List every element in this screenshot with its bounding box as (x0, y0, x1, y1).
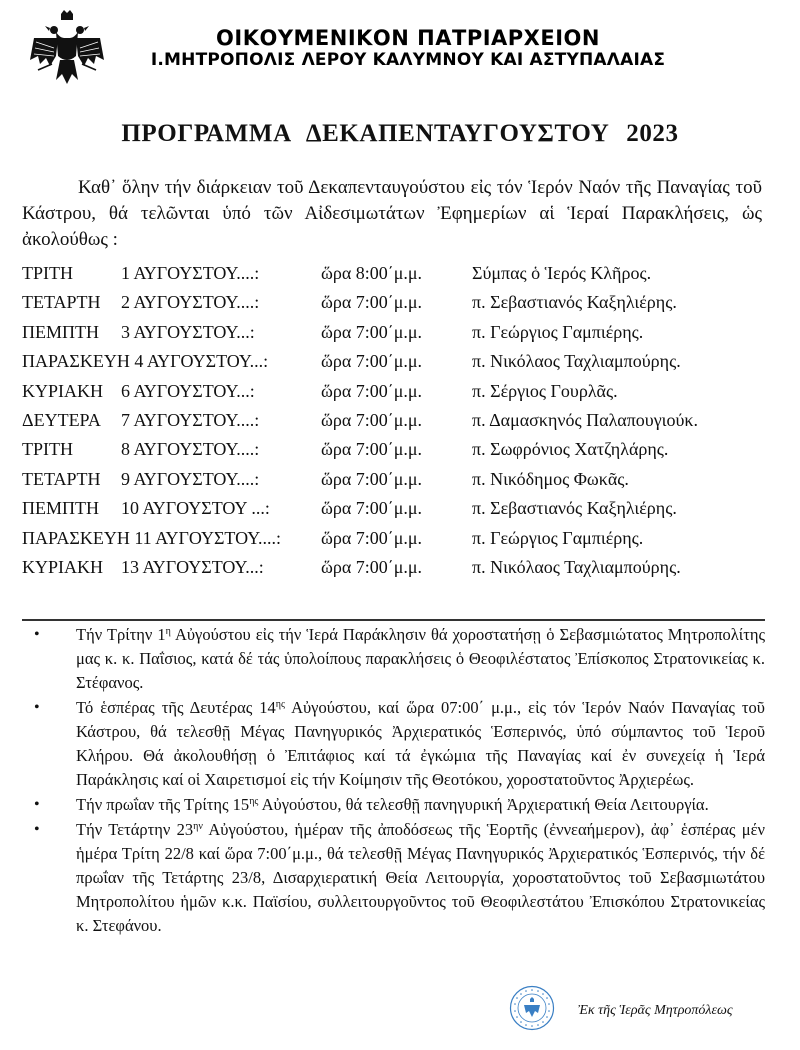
signature-text: Ἐκ τῆς Ἱερᾶς Μητροπόλεως (578, 1003, 733, 1018)
schedule-time: ὥρα 7:00΄μ.μ. (321, 321, 423, 342)
note-text: Τήν Τετάρτην 23 (76, 820, 194, 839)
schedule-celebrant: π. Σεβαστιανός Καξηλιέρης. (472, 498, 677, 519)
schedule-celebrant: π. Σέργιος Γουρλᾶς. (472, 380, 618, 401)
patriarchate-header: ΟΙΚΟΥΜΕΝΙΚΟΝ ΠΑΤΡΙΑΡΧΕΙΟΝ (216, 26, 600, 50)
schedule-time: ὥρα 7:00΄μ.μ. (321, 468, 423, 489)
ordinal-suffix: ης (249, 796, 259, 807)
ordinal-suffix: ης (275, 699, 285, 710)
schedule-day-date (22, 351, 268, 372)
note-text: Αὐγούστου, θά τελεσθῇ πανηγυρική Ἀρχιερατική Θεία Λειτουργία. (258, 795, 709, 814)
schedule-row (22, 557, 772, 586)
schedule-row (22, 528, 772, 557)
schedule-celebrant: π. Σωφρόνιος Χατζηλάρης. (472, 439, 669, 460)
schedule-day: ΠΕΜΠΤΗ (22, 498, 99, 519)
schedule-day: ΠΕΜΠΤΗ (22, 321, 99, 342)
ordinal-suffix: η (165, 626, 171, 637)
schedule-date: 11 ΑΥΓΟΥΣΤΟΥ....: (134, 527, 281, 548)
intro-paragraph: Καθ᾽ ὅλην τήν διάρκειαν τοῦ Δεκαπενταυγούστου εἰς τόν Ἱερόν Ναόν τῆς Παναγίας τοῦ Κάστρου, θά τελῶνται ὑπό τῶν Αἰδεσιμωτάτων Ἐφημερίων αἱ Ἱεραί Παρακλήσεις, ὡς ἀκολούθως : (22, 177, 762, 250)
schedule-row (22, 498, 772, 527)
schedule-table (22, 263, 772, 586)
schedule-day: ΚΥΡΙΑΚΗ (22, 380, 103, 401)
schedule-time: ὥρα 7:00΄μ.μ. (321, 292, 423, 313)
note-text: Αὐγούστου, καί ὥρα 07:00΄ μ.μ., εἰς τόν Ἱερόν Ναόν Παναγίας τοῦ Κάστρου, θά τελεσθῇ Μέγας Πανηγυρικός Ἀρχιερατικός Ἑσπερινός, ὑπό σύμπαντος τοῦ Ἱεροῦ Κλήρου. Θά ἀκολουθήσῃ ὁ Ἐπιτάφιος καί τά ἐγκώμια τῆς Παναγίας καί ἐν συνεχείᾳ ἡ Ἱερά Παράκλησις καί οἱ Χαιρετισμοί εἰς τήν Κοίμησιν τῆς Θεοτόκου, χοροστατοῦντος Ἀρχιερέως. (76, 698, 765, 789)
double-headed-eagle-icon (26, 8, 108, 88)
schedule-day: ΠΑΡΑΣΚΕΥΗ (22, 527, 130, 548)
schedule-celebrant: π. Γεώργιος Γαμπιέρης. (472, 321, 644, 342)
schedule-celebrant: π. Σεβαστιανός Καξηλιέρης. (472, 292, 677, 313)
schedule-day: ΠΑΡΑΣΚΕΥΗ (22, 351, 130, 372)
schedule-day: ΤΕΤΑΡΤΗ (22, 292, 101, 313)
schedule-row (22, 263, 772, 292)
metropolis-seal-icon (509, 985, 555, 1031)
schedule-time: ὥρα 7:00΄μ.μ. (321, 556, 423, 577)
schedule-day: ΔΕΥΤΕΡΑ (22, 409, 101, 430)
schedule-day: ΤΕΤΑΡΤΗ (22, 468, 101, 489)
schedule-row (22, 410, 772, 439)
note-item (30, 696, 765, 792)
note-item (30, 793, 765, 817)
bullet-icon: • (34, 821, 40, 838)
note-text: Τό ἑσπέρας τῆς Δευτέρας 14 (76, 698, 276, 717)
bullet-icon: • (34, 699, 40, 716)
schedule-celebrant: π. Γεώργιος Γαμπιέρης. (472, 527, 644, 548)
schedule-time: ὥρα 7:00΄μ.μ. (321, 439, 423, 460)
note-item (30, 818, 765, 938)
document-title: ΠΡΟΓΡΑΜΜΑ ΔΕΚΑΠΕΝΤΑΥΓΟΥΣΤΟΥ 2023 (121, 120, 679, 147)
schedule-row (22, 469, 772, 498)
schedule-time: ὥρα 8:00΄μ.μ. (321, 263, 423, 283)
note-text: Αὐγούστου, ἡμέραν τῆς ἀποδόσεως τῆς Ἑορτῆς (ἐννεαήμερον), ἀφ᾽ ἑσπέρας μέν ἡμέρα Τρίτη 22/8 καί ὥρα 7:00΄μ.μ., θά τελεσθῇ Μέγας Πανηγυρικός Ἀρχιερατικός Ἑσπερινός, τήν δέ πρωΐαν τῆς Τετάρτης 23/8, Δισαρχιερατική Θεία Λειτουργία, χοροστατοῦντος τοῦ Σεβασμιωτάτου Μητροπολίτου ἡμῶν κ.κ. Παϊσίου, συλλειτουργοῦντος τοῦ Θεοφιλεστάτου Ἐπισκόπου Στρατονικείας κ. Στεφάνου. (76, 820, 765, 935)
schedule-day: ΤΡΙΤΗ (22, 439, 73, 460)
schedule-date: 9 ΑΥΓΟΥΣΤΟΥ....: (121, 468, 260, 489)
schedule-celebrant: π. Νικόλαος Ταχλιαμπούρης. (472, 351, 681, 372)
schedule-date: 4 ΑΥΓΟΥΣΤΟΥ...: (134, 351, 269, 372)
schedule-date: 8 ΑΥΓΟΥΣΤΟΥ....: (121, 439, 260, 460)
schedule-day: ΤΡΙΤΗ (22, 263, 73, 283)
schedule-date: 13 ΑΥΓΟΥΣΤΟΥ...: (121, 556, 264, 577)
schedule-celebrant: π. Νικόλαος Ταχλιαμπούρης. (472, 556, 681, 577)
schedule-day-date (22, 528, 281, 549)
schedule-time: ὥρα 7:00΄μ.μ. (321, 498, 423, 519)
schedule-date: 10 ΑΥΓΟΥΣΤΟΥ ...: (121, 498, 270, 519)
note-item (30, 623, 765, 695)
schedule-date: 2 ΑΥΓΟΥΣΤΟΥ....: (121, 292, 260, 313)
schedule-time: ὥρα 7:00΄μ.μ. (321, 380, 423, 401)
schedule-time: ὥρα 7:00΄μ.μ. (321, 351, 423, 372)
divider-line (22, 619, 765, 621)
note-text: Τήν Τρίτην 1 (76, 625, 166, 644)
note-text: Αὐγούστου εἰς τήν Ἱερά Παράκλησιν θά χοροστατήσῃ ὁ Σεβασμιώτατος Μητροπολίτης μας κ. κ. Παΐσιος, κατά δέ τάς ὑπολοίπους παρακλήσεις ὁ Θεοφιλέστατος Ἐπίσκοπος Στρατονικείας κ. Στέφανος. (76, 625, 766, 692)
schedule-row (22, 351, 772, 380)
schedule-row (22, 292, 772, 321)
note-text: Τήν πρωΐαν τῆς Τρίτης 15 (76, 795, 250, 814)
schedule-time: ὥρα 7:00΄μ.μ. (321, 409, 423, 430)
schedule-celebrant: π. Νικόδημος Φωκᾶς. (472, 468, 629, 489)
schedule-date: 6 ΑΥΓΟΥΣΤΟΥ...: (121, 380, 255, 401)
metropolis-header: Ι.ΜΗΤΡΟΠΟΛΙΣ ΛΕΡΟΥ ΚΑΛΥΜΝΟΥ ΚΑΙ ΑΣΤΥΠΑΛΑΙΑΣ (150, 50, 666, 70)
notes-list (30, 623, 765, 939)
schedule-date: 7 ΑΥΓΟΥΣΤΟΥ....: (121, 409, 260, 430)
schedule-row (22, 322, 772, 351)
schedule-date: 3 ΑΥΓΟΥΣΤΟΥ...: (121, 321, 255, 342)
schedule-celebrant: Σύμπας ὁ Ἱερός Κλῆρος. (472, 263, 652, 283)
schedule-row (22, 381, 772, 410)
bullet-icon: • (34, 796, 40, 813)
schedule-row (22, 439, 772, 468)
schedule-day: ΚΥΡΙΑΚΗ (22, 556, 103, 577)
schedule-time: ὥρα 7:00΄μ.μ. (321, 527, 423, 548)
schedule-date: 1 ΑΥΓΟΥΣΤΟΥ....: (121, 263, 260, 283)
schedule-celebrant: π. Δαμασκηνός Παλαπουγιούκ. (472, 409, 699, 430)
bullet-icon: • (34, 626, 40, 643)
ordinal-suffix: ην (193, 821, 203, 832)
